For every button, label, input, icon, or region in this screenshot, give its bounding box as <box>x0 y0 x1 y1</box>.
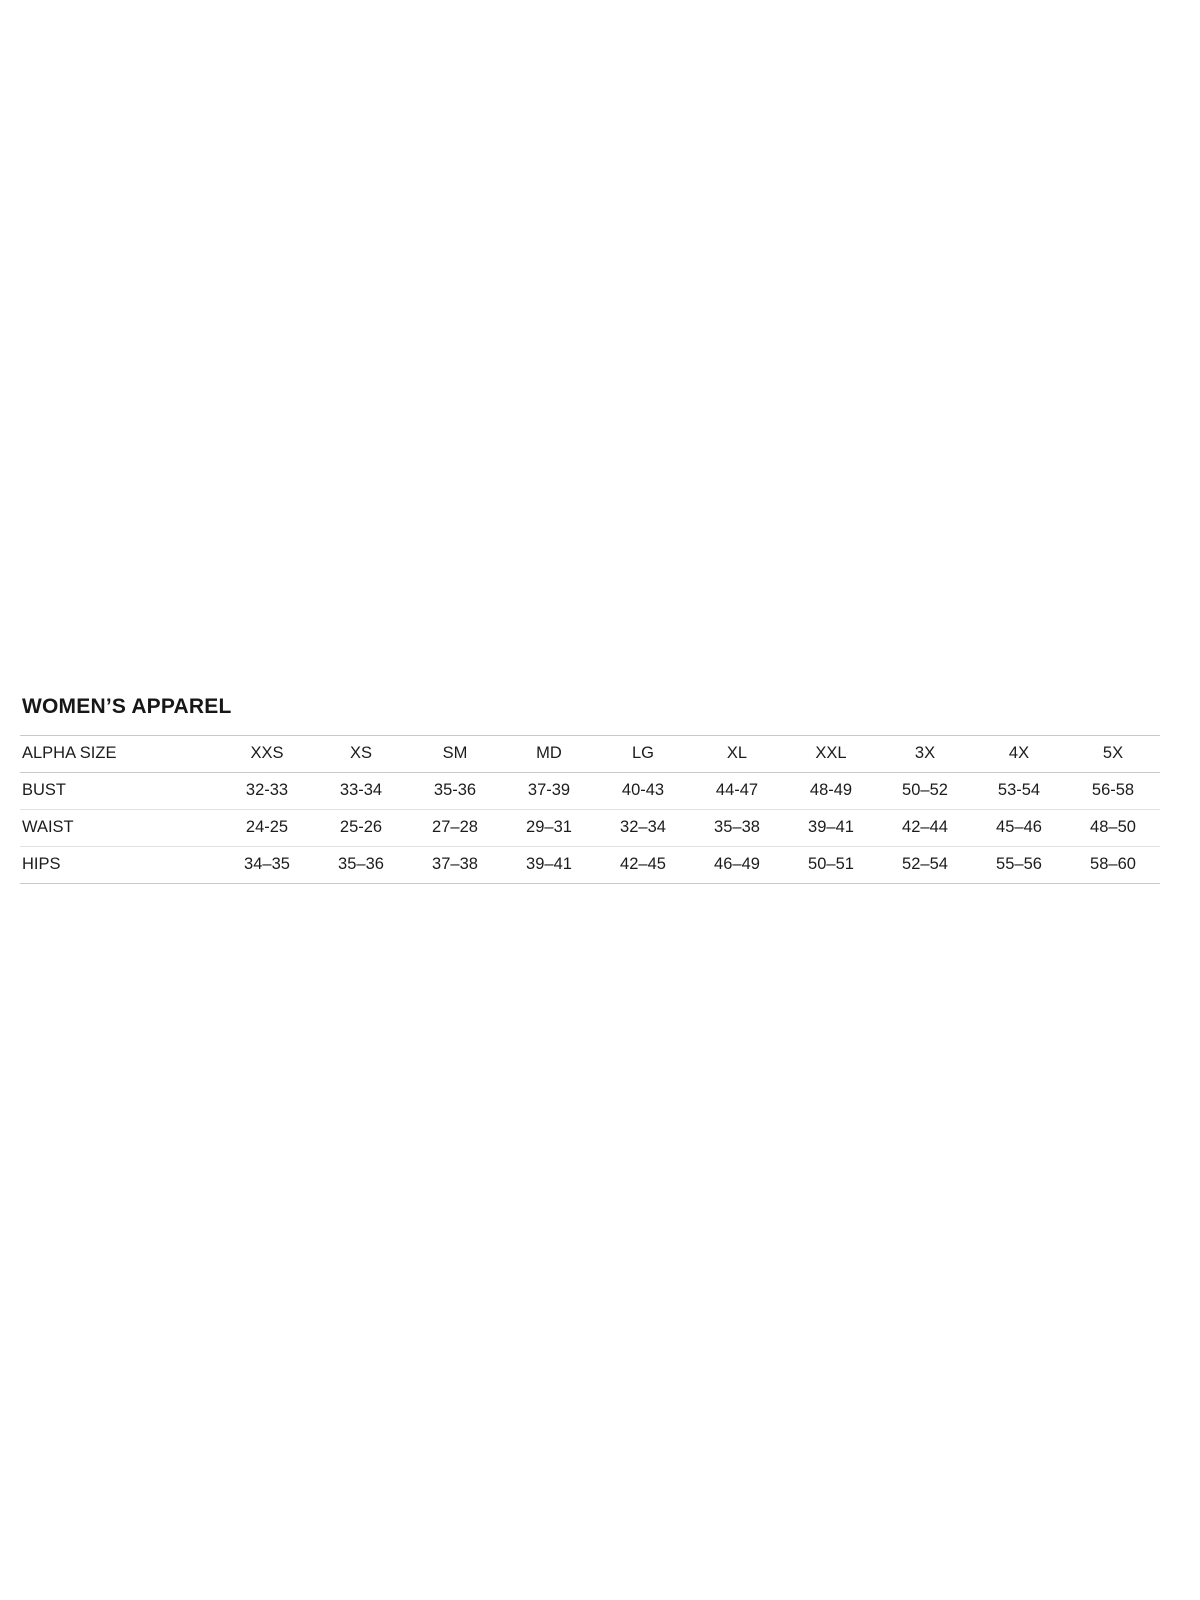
cell-waist-sm: 27–28 <box>408 810 502 847</box>
cell-hips-md: 39–41 <box>502 847 596 884</box>
cell-hips-xl: 46–49 <box>690 847 784 884</box>
cell-hips-5x: 58–60 <box>1066 847 1160 884</box>
cell-waist-lg: 32–34 <box>596 810 690 847</box>
cell-hips-xxs: 34–35 <box>220 847 314 884</box>
cell-bust-xs: 33-34 <box>314 773 408 810</box>
cell-bust-5x: 56-58 <box>1066 773 1160 810</box>
cell-waist-xxl: 39–41 <box>784 810 878 847</box>
cell-bust-lg: 40-43 <box>596 773 690 810</box>
cell-waist-5x: 48–50 <box>1066 810 1160 847</box>
cell-hips-sm: 37–38 <box>408 847 502 884</box>
cell-bust-xxs: 32-33 <box>220 773 314 810</box>
table-row <box>20 810 1160 847</box>
column-header-alpha-size: ALPHA SIZE <box>20 736 220 773</box>
column-header-sm: SM <box>408 736 502 773</box>
cell-hips-xs: 35–36 <box>314 847 408 884</box>
column-header-4x: 4X <box>972 736 1066 773</box>
row-label-bust: BUST <box>20 773 220 810</box>
column-header-5x: 5X <box>1066 736 1160 773</box>
cell-waist-md: 29–31 <box>502 810 596 847</box>
cell-bust-xl: 44-47 <box>690 773 784 810</box>
cell-bust-sm: 35-36 <box>408 773 502 810</box>
row-label-waist: WAIST <box>20 810 220 847</box>
column-header-xxl: XXL <box>784 736 878 773</box>
cell-hips-xxl: 50–51 <box>784 847 878 884</box>
column-header-xxs: XXS <box>220 736 314 773</box>
cell-waist-xl: 35–38 <box>690 810 784 847</box>
column-header-xl: XL <box>690 736 784 773</box>
page-title: WOMEN’S APPAREL <box>22 695 232 718</box>
size-chart-table <box>20 735 1160 884</box>
cell-bust-md: 37-39 <box>502 773 596 810</box>
cell-hips-3x: 52–54 <box>878 847 972 884</box>
cell-bust-4x: 53-54 <box>972 773 1066 810</box>
cell-waist-xxs: 24-25 <box>220 810 314 847</box>
column-header-lg: LG <box>596 736 690 773</box>
table-row <box>20 773 1160 810</box>
cell-bust-xxl: 48-49 <box>784 773 878 810</box>
cell-hips-lg: 42–45 <box>596 847 690 884</box>
column-header-3x: 3X <box>878 736 972 773</box>
cell-waist-3x: 42–44 <box>878 810 972 847</box>
cell-hips-4x: 55–56 <box>972 847 1066 884</box>
cell-waist-xs: 25-26 <box>314 810 408 847</box>
cell-bust-3x: 50–52 <box>878 773 972 810</box>
column-header-md: MD <box>502 736 596 773</box>
size-chart-sheet <box>20 695 1160 884</box>
row-label-hips: HIPS <box>20 847 220 884</box>
column-header-xs: XS <box>314 736 408 773</box>
cell-waist-4x: 45–46 <box>972 810 1066 847</box>
table-row <box>20 847 1160 884</box>
table-header-row <box>20 736 1160 773</box>
